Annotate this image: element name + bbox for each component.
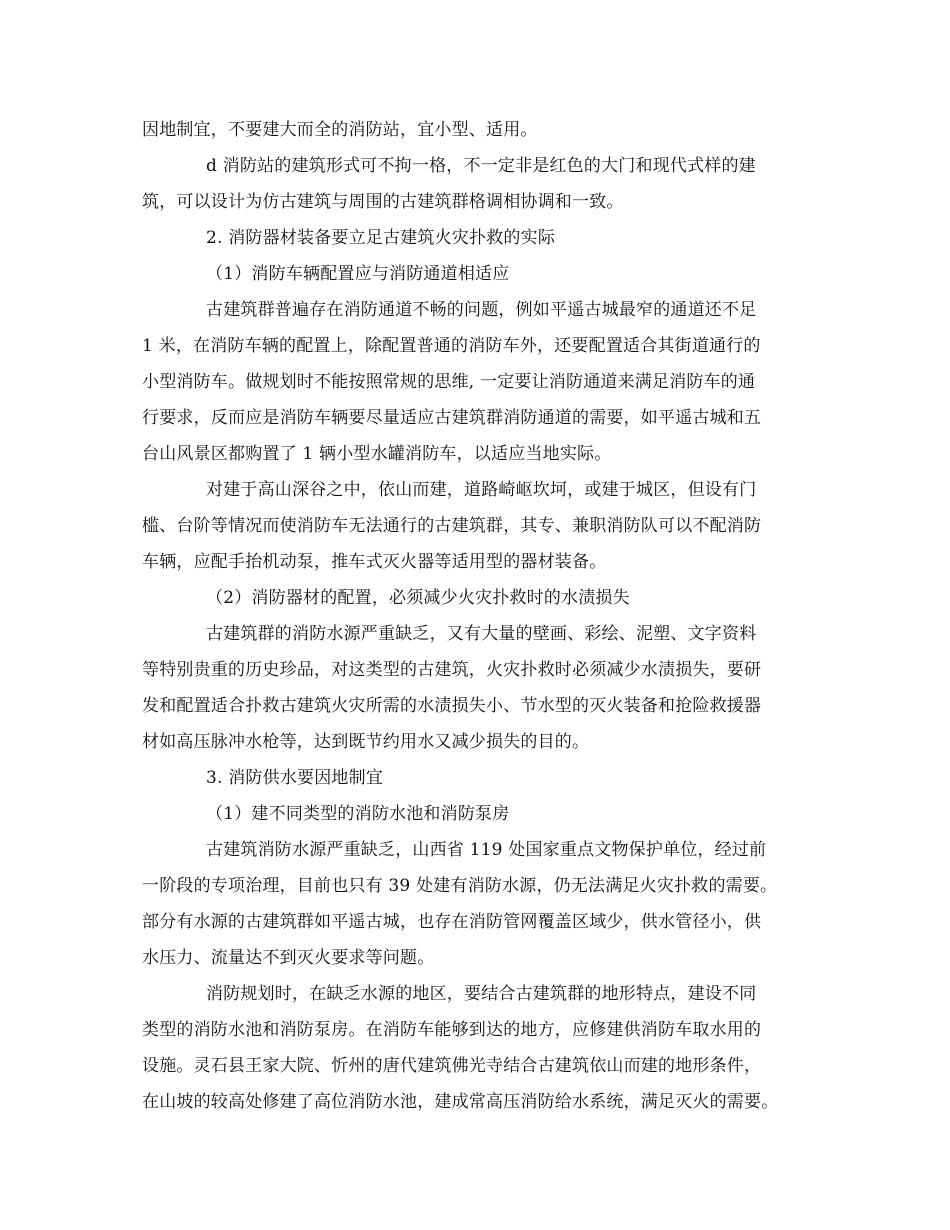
text-line-2: d 消防站的建筑形式可不拘一格，不一定非是红色的大门和现代式样的建	[206, 156, 756, 176]
text-line-12: 槛、台阶等情况而使消防车无法通行的古建筑群，其专、兼职消防队可以不配消防	[142, 516, 762, 536]
text-line-27: 设施。灵石县王家大院、忻州的唐代建筑佛光寺结合古建筑依山而建的地形条件，	[142, 1056, 762, 1076]
text-line-13: 车辆，应配手抬机动泵，推车式灭火器等适用型的器材装备。	[142, 552, 607, 572]
section-heading-2: 2. 消防器材装备要立足古建筑火灾扑救的实际	[206, 228, 556, 248]
text-line-24: 水压力、流量达不到灭火要求等问题。	[142, 948, 435, 968]
section-heading-3: 3. 消防供水要因地制宜	[206, 768, 384, 788]
text-line-6: 古建筑群普遍存在消防通道不畅的问题，例如平遥古城最窄的通道还不足	[206, 300, 757, 320]
text-line-28: 在山坡的较高处修建了高位消防水池，建成常高压消防给水系统，满足灭火的需要。	[142, 1092, 779, 1112]
text-line-1: 因地制宜，不要建大而全的消防站，宜小型、适用。	[142, 120, 538, 140]
text-line-3: 筑，可以设计为仿古建筑与周围的古建筑群格调相协调和一致。	[142, 192, 624, 212]
subheading-3-1: （1）建不同类型的消防水池和消防泵房	[206, 804, 510, 824]
text-line-25: 消防规划时，在缺乏水源的地区，要结合古建筑群的地形特点，建设不同	[206, 984, 757, 1004]
text-line-15: 古建筑群的消防水源严重缺乏，又有大量的壁画、彩绘、泥塑、文字资料	[206, 624, 757, 644]
text-line-7: 1 米，在消防车辆的配置上，除配置普通的消防车外，还要配置适合其街道通行的	[142, 336, 761, 356]
text-line-8: 小型消防车。做规划时不能按照常规的思维, 一定要让消防通道来满足消防车的通	[142, 372, 756, 392]
subheading-2-2: （2）消防器材的配置，必须减少火灾扑救时的水渍损失	[206, 588, 630, 608]
text-line-11: 对建于高山深谷之中，依山而建，道路崎岖坎坷，或建于城区，但设有门	[206, 480, 757, 500]
text-line-9: 行要求，反而应是消防车辆要尽量适应古建筑群消防通道的需要，如平遥古城和五	[142, 408, 762, 428]
text-line-22: 一阶段的专项治理，目前也只有 39 处建有消防水源，仍无法满足火灾扑救的需要。	[142, 876, 778, 896]
subheading-2-1: （1）消防车辆配置应与消防通道相适应	[206, 264, 510, 284]
text-line-23: 部分有水源的古建筑群如平遥古城，也存在消防管网覆盖区域少，供水管径小，供	[142, 912, 762, 932]
text-line-18: 材如高压脉冲水枪等，达到既节约用水又减少损失的目的。	[142, 732, 590, 752]
text-line-16: 等特别贵重的历史珍品，对这类型的古建筑，火灾扑救时必须减少水渍损失，要研	[142, 660, 762, 680]
text-line-10: 台山风景区都购置了 1 辆小型水罐消防车，以适应当地实际。	[142, 444, 612, 464]
text-line-17: 发和配置适合扑救古建筑火灾所需的水渍损失小、节水型的灭火装备和抢险救援器	[142, 696, 762, 716]
text-line-26: 类型的消防水池和消防泵房。在消防车能够到达的地方，应修建供消防车取水用的	[142, 1020, 762, 1040]
text-line-21: 古建筑消防水源严重缺乏，山西省 119 处国家重点文物保护单位，经过前	[206, 840, 767, 860]
